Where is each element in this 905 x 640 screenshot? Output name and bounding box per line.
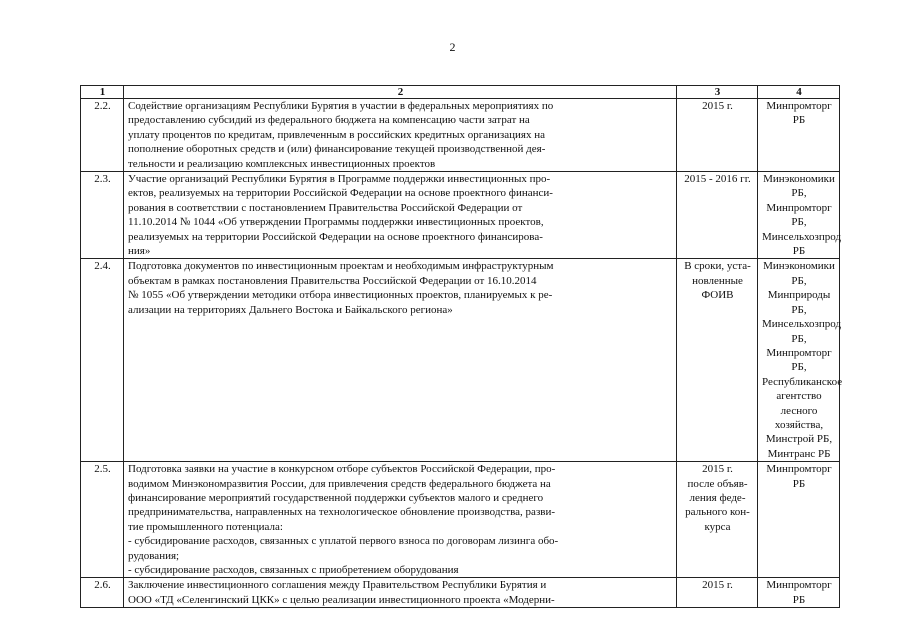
column-header-4: 4	[758, 86, 840, 99]
measure-executor-line: Минпромторг РБ	[766, 463, 832, 490]
column-header-1: 1	[81, 86, 124, 99]
measure-executor-line: Минэкономики РБ,	[763, 173, 835, 200]
table-row	[81, 259, 840, 462]
measure-executor-line: Минэкономики РБ,	[763, 260, 835, 287]
measure-description-line: ализации на территориях Дальнего Востока и Байкальского региона»	[128, 303, 453, 316]
measure-executor	[758, 259, 843, 462]
measure-description-line: Содействие организациям Республики Бурятия в участии в федеральных мероприятиях по	[128, 100, 554, 112]
measure-term	[677, 172, 758, 259]
measure-term-line: рального кон-	[685, 506, 750, 519]
measure-description-line: - субсидирование расходов, связанных с приобретением оборудования	[128, 564, 459, 576]
measure-executor-line: Минприроды РБ,	[767, 289, 831, 316]
measure-term-line: курса	[704, 520, 731, 533]
measure-executor-line: Республиканское	[762, 375, 843, 388]
measure-description-line: предоставлению субсидий из федерального бюджета на компенсацию части затрат на	[128, 114, 530, 127]
measure-description	[124, 259, 677, 462]
measure-description-line: рования в соответствии с постановлением Правительства Российской Федерации от	[128, 201, 523, 214]
measure-executor-line: Минсельхозпрод РБ	[762, 230, 842, 258]
measure-description	[124, 578, 677, 608]
measure-term-line: новленные	[692, 274, 743, 287]
measure-term-line: 2015 г.	[702, 463, 733, 476]
measure-description-line: 11.10.2014 № 1044 «Об утверждении Программы поддержки инвестиционных проектов,	[128, 216, 544, 229]
table-row	[81, 99, 840, 172]
table-row	[81, 172, 840, 259]
measure-description-line: рудования;	[128, 549, 180, 562]
measure-term-line: ления феде-	[689, 491, 746, 504]
measure-term-line: 2015 г.	[702, 579, 733, 592]
measure-executor	[758, 462, 840, 578]
measure-executor-line: РБ,	[791, 332, 807, 345]
measure-term	[677, 259, 758, 462]
measure-executor-line: Минпромторг РБ	[766, 100, 832, 127]
measure-description-line: водимом Минэкономразвития России, для привлечения средств федерального бюджета на	[128, 477, 551, 490]
measure-executor	[758, 578, 840, 608]
measure-description-line: Подготовка заявки на участие в конкурсном отборе субъектов Российской Федерации, про-	[128, 463, 556, 476]
measure-term-line: после объяв-	[687, 477, 748, 490]
measure-description	[124, 99, 677, 172]
measure-description-line: предпринимательства, направленных на технологическое обновление производства, разви-	[128, 506, 556, 519]
row-number: 2.3.	[81, 172, 124, 259]
measure-description-line: финансирование мероприятий государственной поддержки субъектов малого и среднего	[128, 491, 544, 504]
measure-term	[677, 578, 758, 608]
measure-term-line: 2015 - 2016 гг.	[684, 173, 751, 186]
row-number: 2.4.	[81, 259, 124, 462]
measure-executor-line: Минтранс РБ	[767, 447, 831, 460]
measure-description-line: ния»	[128, 245, 151, 258]
measure-description	[124, 462, 677, 578]
column-header-3: 3	[677, 86, 758, 99]
measure-executor-line: Минпромторг РБ	[766, 579, 832, 606]
measure-description-line: ектов, реализуемых на территории Российской Федерации на основе проектного финанси-	[128, 187, 553, 200]
measure-description	[124, 172, 677, 259]
measure-description-line: Подготовка документов по инвестиционным проектам и необходимым инфраструктурным	[128, 260, 554, 273]
measure-description-line: ООО «ТД «Селенгинский ЦКК» с целью реализации инвестиционного проекта «Модерни-	[128, 593, 555, 606]
measure-executor-line: Минсельхозпрод	[762, 318, 842, 331]
measure-term-line: В сроки, уста-	[684, 260, 751, 273]
measure-description-line: № 1055 «Об утверждении методики отбора инвестиционных проектов, планируемых к ре-	[128, 289, 553, 302]
measure-description-line: - субсидирование расходов, связанных с уплатой первого взноса по договорам лизинга обо-	[128, 535, 559, 548]
row-number: 2.5.	[81, 462, 124, 578]
measure-description-line: уплату процентов по кредитам, привлеченным в российских кредитных организациях на	[128, 128, 545, 141]
table-header-row	[81, 86, 840, 99]
measure-term-line: ФОИВ	[701, 289, 734, 302]
column-header-2: 2	[124, 86, 677, 99]
measure-term-line: 2015 г.	[702, 100, 733, 112]
measure-executor-line: хозяйства,	[774, 418, 824, 431]
measure-term	[677, 99, 758, 172]
measure-description-line: тельности и реализацию комплексных инвестиционных проектов	[128, 157, 436, 170]
table-row	[81, 578, 840, 608]
measure-description-line: объектам в рамках постановления Правительства Российской Федерации от 16.10.2014	[128, 274, 537, 287]
row-number: 2.6.	[81, 578, 124, 608]
measure-executor-line: Минстрой РБ,	[765, 433, 833, 446]
row-number: 2.2.	[81, 99, 124, 172]
measure-executor-line: Минпромторг РБ,	[766, 346, 832, 374]
measure-description-line: пополнение оборотных средств и (или) финансирование текущей производственной дея-	[128, 143, 546, 156]
measures-table	[80, 85, 843, 608]
measure-executor	[758, 99, 840, 172]
measure-description-line: Заключение инвестиционного соглашения между Правительством Республики Бурятия и	[128, 579, 547, 592]
measure-description-line: реализуемых на территории Российской Федерации на основе проектного финансирова-	[128, 230, 543, 243]
measure-description-line: тие промышленного потенциала:	[128, 520, 283, 533]
measure-description-line: Участие организаций Республики Бурятия в Программе поддержки инвестиционных про-	[128, 173, 551, 186]
table-row	[81, 462, 840, 578]
measure-term	[677, 462, 758, 578]
page-number: 2	[449, 40, 456, 54]
measure-executor-line: агентство лесного	[776, 390, 822, 417]
measure-executor-line: Минпромторг РБ,	[766, 201, 832, 229]
measure-executor	[758, 172, 840, 259]
